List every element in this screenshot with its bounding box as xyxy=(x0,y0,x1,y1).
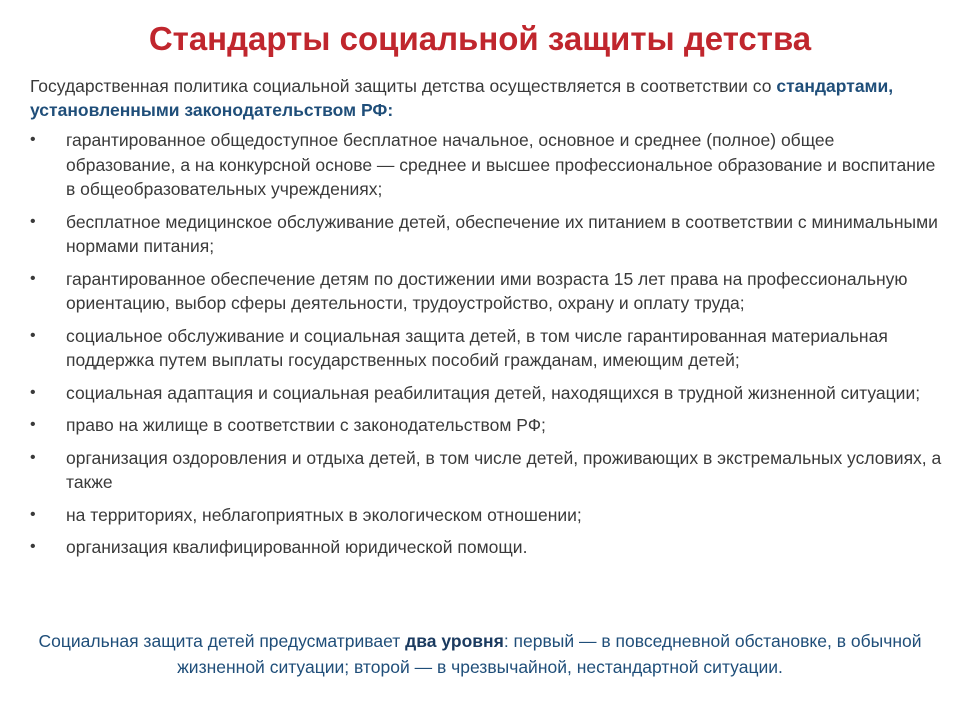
bullet-icon: • xyxy=(30,505,36,523)
footer-text-start: Социальная защита детей предусматривает xyxy=(38,631,406,651)
list-item-text: организация квалифицированной юридической помощи. xyxy=(66,537,528,557)
list-item-text: организация оздоровления и отдыха детей, в том числе детей, проживающих в экстремальных условиях, а также xyxy=(66,447,942,492)
bullet-icon: • xyxy=(30,212,36,230)
footer-emphasis: два уровня xyxy=(405,631,504,651)
bullet-icon: • xyxy=(30,416,36,433)
bullet-icon: • xyxy=(30,383,36,401)
list-item-text: гарантированное общедоступное бесплатное начальное, основное и среднее (полное) общее образование, а на конкурсной основе — среднее и высшее профессиональное образование и воспитание в общеобразовательных учреждениях; xyxy=(66,130,936,199)
list-item-text: гарантированное обеспечение детям по достижении ими возраста 15 лет права на профессиональную ориентацию, выбор сферы деятельности, трудоустройство, охрану и оплату труда; xyxy=(66,268,908,313)
bullet-icon: • xyxy=(30,326,36,344)
list-item-text: бесплатное медицинское обслуживание детей, обеспечение их питанием в соответствии с минимальными нормами питания; xyxy=(66,211,938,256)
bullet-icon: • xyxy=(30,448,36,466)
list-item xyxy=(30,535,942,560)
bullet-icon: • xyxy=(30,131,36,148)
list-item xyxy=(30,381,942,406)
bullet-icon: • xyxy=(30,269,36,287)
standards-list xyxy=(30,128,942,568)
list-item-text: социальная адаптация и социальная реабилитация детей, находящихся в трудной жизненной ситуации; xyxy=(66,382,921,403)
bullet-icon: • xyxy=(30,538,36,555)
list-item xyxy=(30,413,942,438)
list-item-text: социальное обслуживание и социальная защита детей, в том числе гарантированная материальная поддержка путем выплаты государственных пособий гражданам, имеющим детей; xyxy=(66,325,888,370)
list-item xyxy=(30,267,942,316)
footer-paragraph xyxy=(20,628,940,680)
list-item xyxy=(30,324,942,373)
list-item xyxy=(30,446,942,495)
list-item xyxy=(30,128,942,202)
list-item-text: право на жилище в соответствии с законодательством РФ; xyxy=(66,415,546,435)
slide-title: Стандарты социальной защиты детства xyxy=(148,20,812,57)
footer-text-end: : первый — в повседневной обстановке, в обычной жизненной ситуации; второй — в чрезвычайной, нестандартной ситуации. xyxy=(177,631,922,677)
list-item-text: на территориях, неблагоприятных в экологическом отношении; xyxy=(66,504,582,525)
intro-paragraph xyxy=(30,74,930,122)
list-item xyxy=(30,210,942,259)
intro-text: Государственная политика социальной защиты детства осуществляется в соответствии со xyxy=(30,76,777,96)
list-item xyxy=(30,503,942,528)
intro-highlight: стандартами, установленными законодательством РФ: xyxy=(30,76,894,120)
